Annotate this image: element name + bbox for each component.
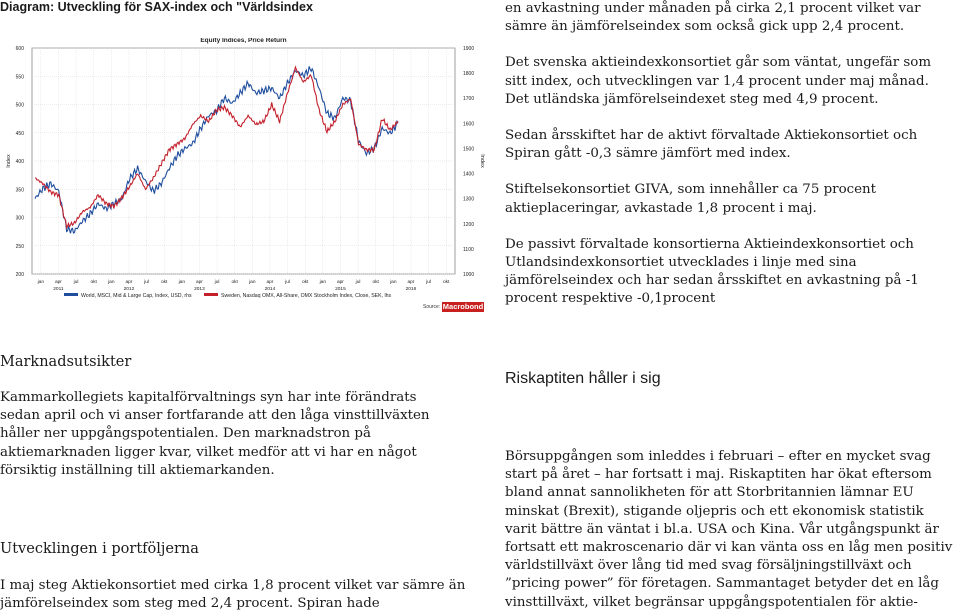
x-tick-month: okt [231,280,238,285]
market-outlook-text: Kammarkollegiets kapitalförvaltnings syn har inte förändrats sedan april och vi anser fortfarande att den låga vinsttillväxten håller ner uppgångspotentialen. Den marknadstron på aktiemarknaden ligger kvar, vilket medför att vi har en något försiktig inställning till aktiemarkanden. [0,390,430,478]
y-right-tick: 1000 [463,272,475,278]
x-tick-month: apr [54,280,62,285]
y-right-tick: 1400 [463,171,475,178]
y-right-tick: 1600 [463,121,475,128]
x-tick-year: 2015 [335,287,346,292]
macrobond-logo: Macrobond [442,302,484,311]
market-outlook-heading: Marknadsutsikter [0,354,132,370]
portfolio-text: I maj steg Aktiekonsortiet med cirka 1,8 procent vilket var sämre än jämförelseindex som steg med 2,4 procent. Spiran hade [0,578,466,612]
diagram-title: Diagram: Utveckling för SAX-index och "Världsindex [0,0,313,14]
equity-chart [0,38,490,316]
paragraph-giva: Stiftelsekonsortiet GIVA, som innehåller ca 75 procent aktieplaceringar, avkastade 1,8 procent i maj. [505,182,877,216]
x-tick-month: apr [125,280,133,285]
x-tick-month: okt [442,280,450,285]
y-left-tick: 550 [15,74,24,81]
y-left-tick: 300 [15,215,24,222]
source-label: Source: [423,304,441,310]
x-tick-month: jul [144,280,149,285]
chart-svg [0,38,490,316]
y-left-tick: 400 [15,159,24,165]
x-tick-month: jul [214,280,220,285]
x-tick-month: jan [390,280,397,285]
y-right-tick: 1500 [463,146,475,153]
y-left-tick: 600 [15,46,24,52]
x-tick-year: 2013 [194,287,205,292]
legend-entry: Sweden, Nasdaq OMX, All-Share, OMX Stockholm Index, Close, SEK, lhs [221,293,392,299]
x-tick-month: apr [266,280,274,285]
legend-swatch [64,293,78,296]
x-tick-month: okt [372,280,379,285]
x-tick-month: apr [407,280,415,285]
x-tick-month: jul [426,280,431,285]
right-top-column [505,0,955,327]
y-right-tick: 1300 [463,196,475,203]
x-tick-month: jan [319,280,327,285]
x-tick-month: okt [160,280,168,285]
portfolio-heading: Utvecklingen i portföljerna [0,541,199,557]
x-tick-year: 2012 [123,287,135,292]
y-left-tick: 450 [15,130,24,137]
x-tick-month: jan [249,280,256,285]
x-tick-month: okt [301,280,309,285]
x-tick-month: jan [37,280,45,285]
x-tick-year: 2016 [405,287,417,292]
plot-area [32,48,455,274]
paragraph-swedish-index: Det svenska aktieindexkonsortiet går som väntat, ungefär som sitt index, och utvecklingen var 1,4 procent under maj månad. Det utländska jämförelseindexet steg med 4,9 procent. [505,55,932,107]
y-right-axis-label: Index [479,154,485,168]
chart-title: Equity Indices, Price Return [200,38,287,44]
y-left-tick: 500 [15,102,24,109]
paragraph-passive: De passivt förvaltade konsortierna Aktieindexkonsortiet och Utlandsindexkonsortiet utvecklades i linje med sina jämförelseindex och har sedan årsskiftet en avkastning på -1 procent respektive -0,1procent [505,236,919,307]
risk-appetite-heading: Riskaptiten håller i sig [505,370,661,387]
y-left-tick: 350 [15,187,24,194]
x-tick-month: jul [73,280,79,285]
x-tick-month: jul [285,280,290,285]
x-tick-month: jan [108,280,115,285]
x-tick-month: apr [195,280,203,285]
paragraph-ytd: Sedan årsskiftet har de aktivt förvaltade Aktiekonsortiet och Spiran gått -0,3 sämre jämfört med index. [505,128,918,162]
x-tick-month: jan [178,280,186,285]
x-tick-year: 2011 [53,287,64,292]
y-left-axis-label: Index [6,154,12,168]
y-right-tick: 1800 [463,71,475,78]
x-tick-year: 2014 [264,287,276,292]
y-left-tick: 250 [15,243,24,250]
risk-appetite-text: Börsuppgången som inleddes i februari – efter en mycket svag start på året – har fortsatt i maj. Riskaptiten har ökat eftersom bland annat sannolikheten för att Storbritannien lämnar EU minskat (Brexit), stigande oljepris och ett ekonomisk statistik varit bättre än väntat i bl.a. USA och Kina. Vår utgångspunkt är fortsatt ett makroscenario där vi kan vänta oss en låg men positiv världstillväxt över lång tid med svag försäljningstillväxt och ”pricing power” för företagen. Sammantaget betyder det en låg vinsttillväxt, vilket begränsar uppgångspotentialen för aktie- [505,449,953,610]
legend-swatch [204,293,218,296]
y-left-tick: 200 [15,272,24,278]
y-right-tick: 1700 [463,96,475,103]
paragraph-return: en avkastning under månaden på cirka 2,1 procent vilket var sämre än jämförelseindex som också gick upp 2,4 procent. [505,1,921,35]
legend-entry: World, MSCI, Mid & Large Cap, Index, USD, rhs [81,293,192,299]
y-right-tick: 1900 [463,46,475,52]
y-right-tick: 1200 [463,221,475,228]
y-right-tick: 1100 [463,246,474,253]
x-tick-month: jul [355,280,361,285]
x-tick-month: apr [336,280,344,285]
x-tick-month: okt [90,280,97,285]
